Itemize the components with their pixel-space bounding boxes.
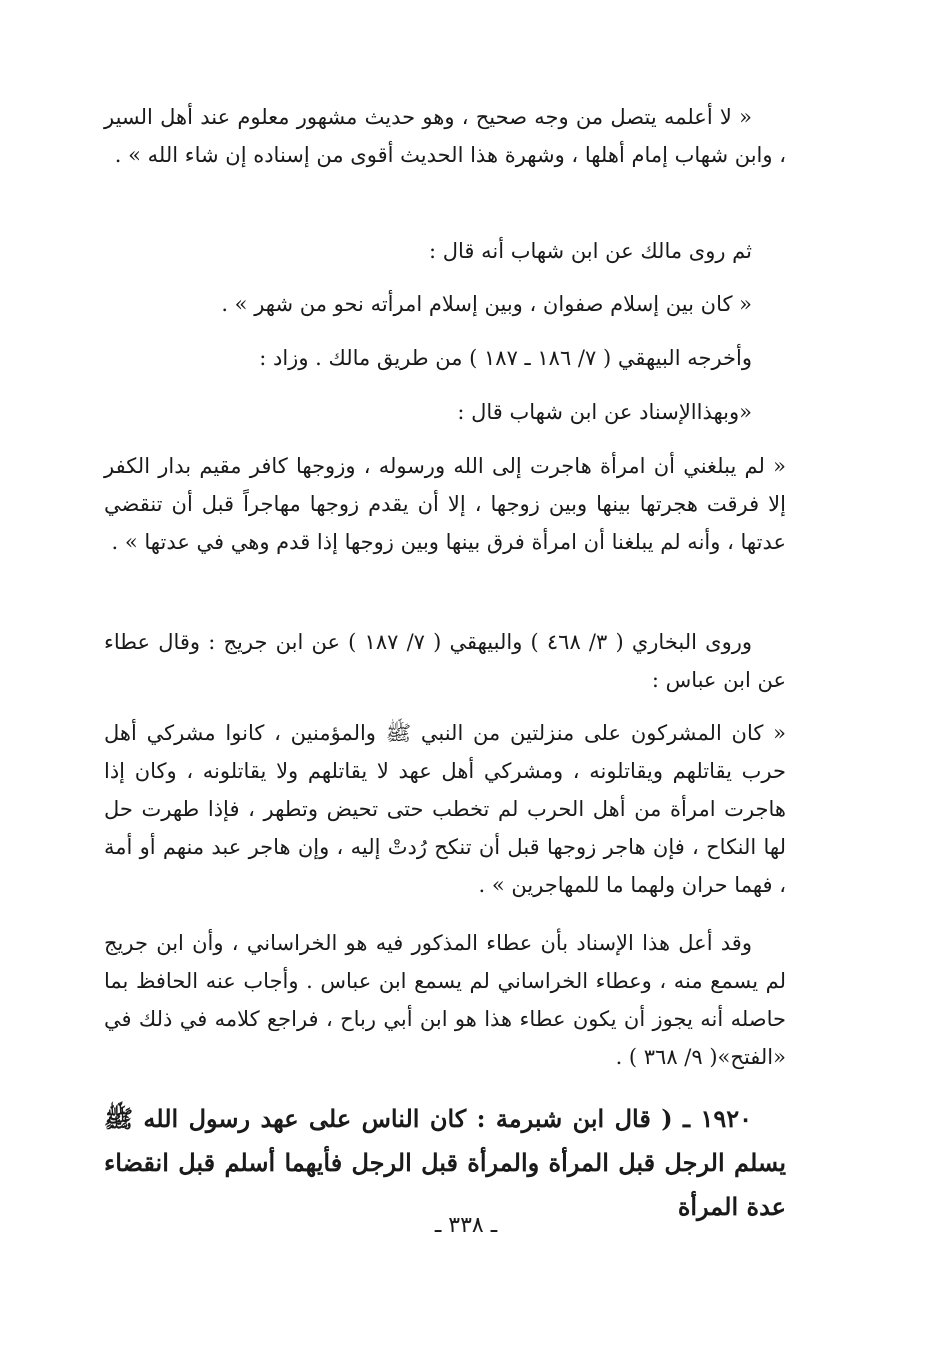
paragraph-text: وأخرجه البيهقي ( ٧/ ١٨٦ ـ ١٨٧ ) من طريق مالك . وزاد : [259, 346, 752, 370]
paragraph-text: وروى البخاري ( ٣/ ٤٦٨ ) والبيهقي ( ٧/ ١٨٧ ) عن ابن جريج : وقال عطاء عن ابن عباس : [104, 630, 786, 692]
entry-1920 [104, 1097, 786, 1229]
page-number: ـ ٣٣٨ ـ [434, 1213, 498, 1238]
paragraph-text: « لم يبلغني أن امرأة هاجرت إلى الله ورسوله ، وزوجها كافر مقيم بدار الكفر إلا فرقت هجرتها بينها وبين زوجها ، إلا أن يقدم زوجها مهاجراً قبل أن تنقضي عدتها ، وأنه لم يبلغنا أن امرأة فرق بينها وبين زوجها إذا قدم وهي في عدتها » . [104, 454, 786, 554]
commentary-isnad [104, 924, 786, 1076]
paragraph-text: وقد أعل هذا الإسناد بأن عطاء المذكور فيه هو الخراساني ، وأن ابن جريج لم يسمع منه ، وعطاء الخراساني لم يسمع ابن عباس . وأجاب عنه الحافظ بما حاصله أنه يجوز أن يكون عطاء هذا هو ابن أبي رباح ، فراجع كلامه في ذلك في «الفتح»( ٩/ ٣٦٨ ) . [104, 931, 787, 1069]
paragraph-text: « كان المشركون على منزلتين من النبي ﷺ والمؤمنين ، كانوا مشركي أهل حرب يقاتلهم ويقاتلونه ، ومشركي أهل عهد لا يقاتلهم ولا يقاتلونه ، وكان إذا هاجرت امرأة من أهل الحرب لم تخطب حتى تحيض وتطهر ، فإذا طهرت حل لها النكاح ، فإن هاجر زوجها قبل أن تنكح رُدتْ إليه ، وإن هاجر عبد منهم أو أمة ، فهما حران ولهما ما للمهاجرين » . [104, 721, 786, 897]
citation-bayhaqi [104, 339, 786, 377]
paragraph-text: « كان بين إسلام صفوان ، وبين إسلام امرأته نحو من شهر » . [221, 292, 752, 316]
narration-intro-malik [104, 232, 786, 270]
paragraph-text: ١٩٢٠ ـ ( قال ابن شبرمة : كان الناس على عهد رسول الله ﷺ يسلم الرجل قبل المرأة والمرأة قبل الرجل فأيهما أسلم قبل انقضاء عدة المرأة [104, 1104, 786, 1221]
paragraph-text: «وبهذاالإسناد عن ابن شهاب قال : [457, 400, 752, 424]
paragraph-text: ثم روى مالك عن ابن شهاب أنه قال : [428, 239, 752, 263]
quote-safwan [104, 285, 786, 323]
paragraph-text: « لا أعلمه يتصل من وجه صحيح ، وهو حديث مشهور معلوم عند أهل السير ، وابن شهاب إمام أهلها ، وشهرة هذا الحديث أقوى من إسناده إن شاء الله » . [104, 105, 786, 167]
narration-intro-ibn-shihab [104, 393, 786, 431]
quote-paragraph-ibn-abd-albarr [104, 98, 786, 174]
quote-hijra-ruling [104, 447, 786, 561]
citation-bukhari [104, 623, 786, 699]
quote-ibn-abbas [104, 714, 786, 904]
